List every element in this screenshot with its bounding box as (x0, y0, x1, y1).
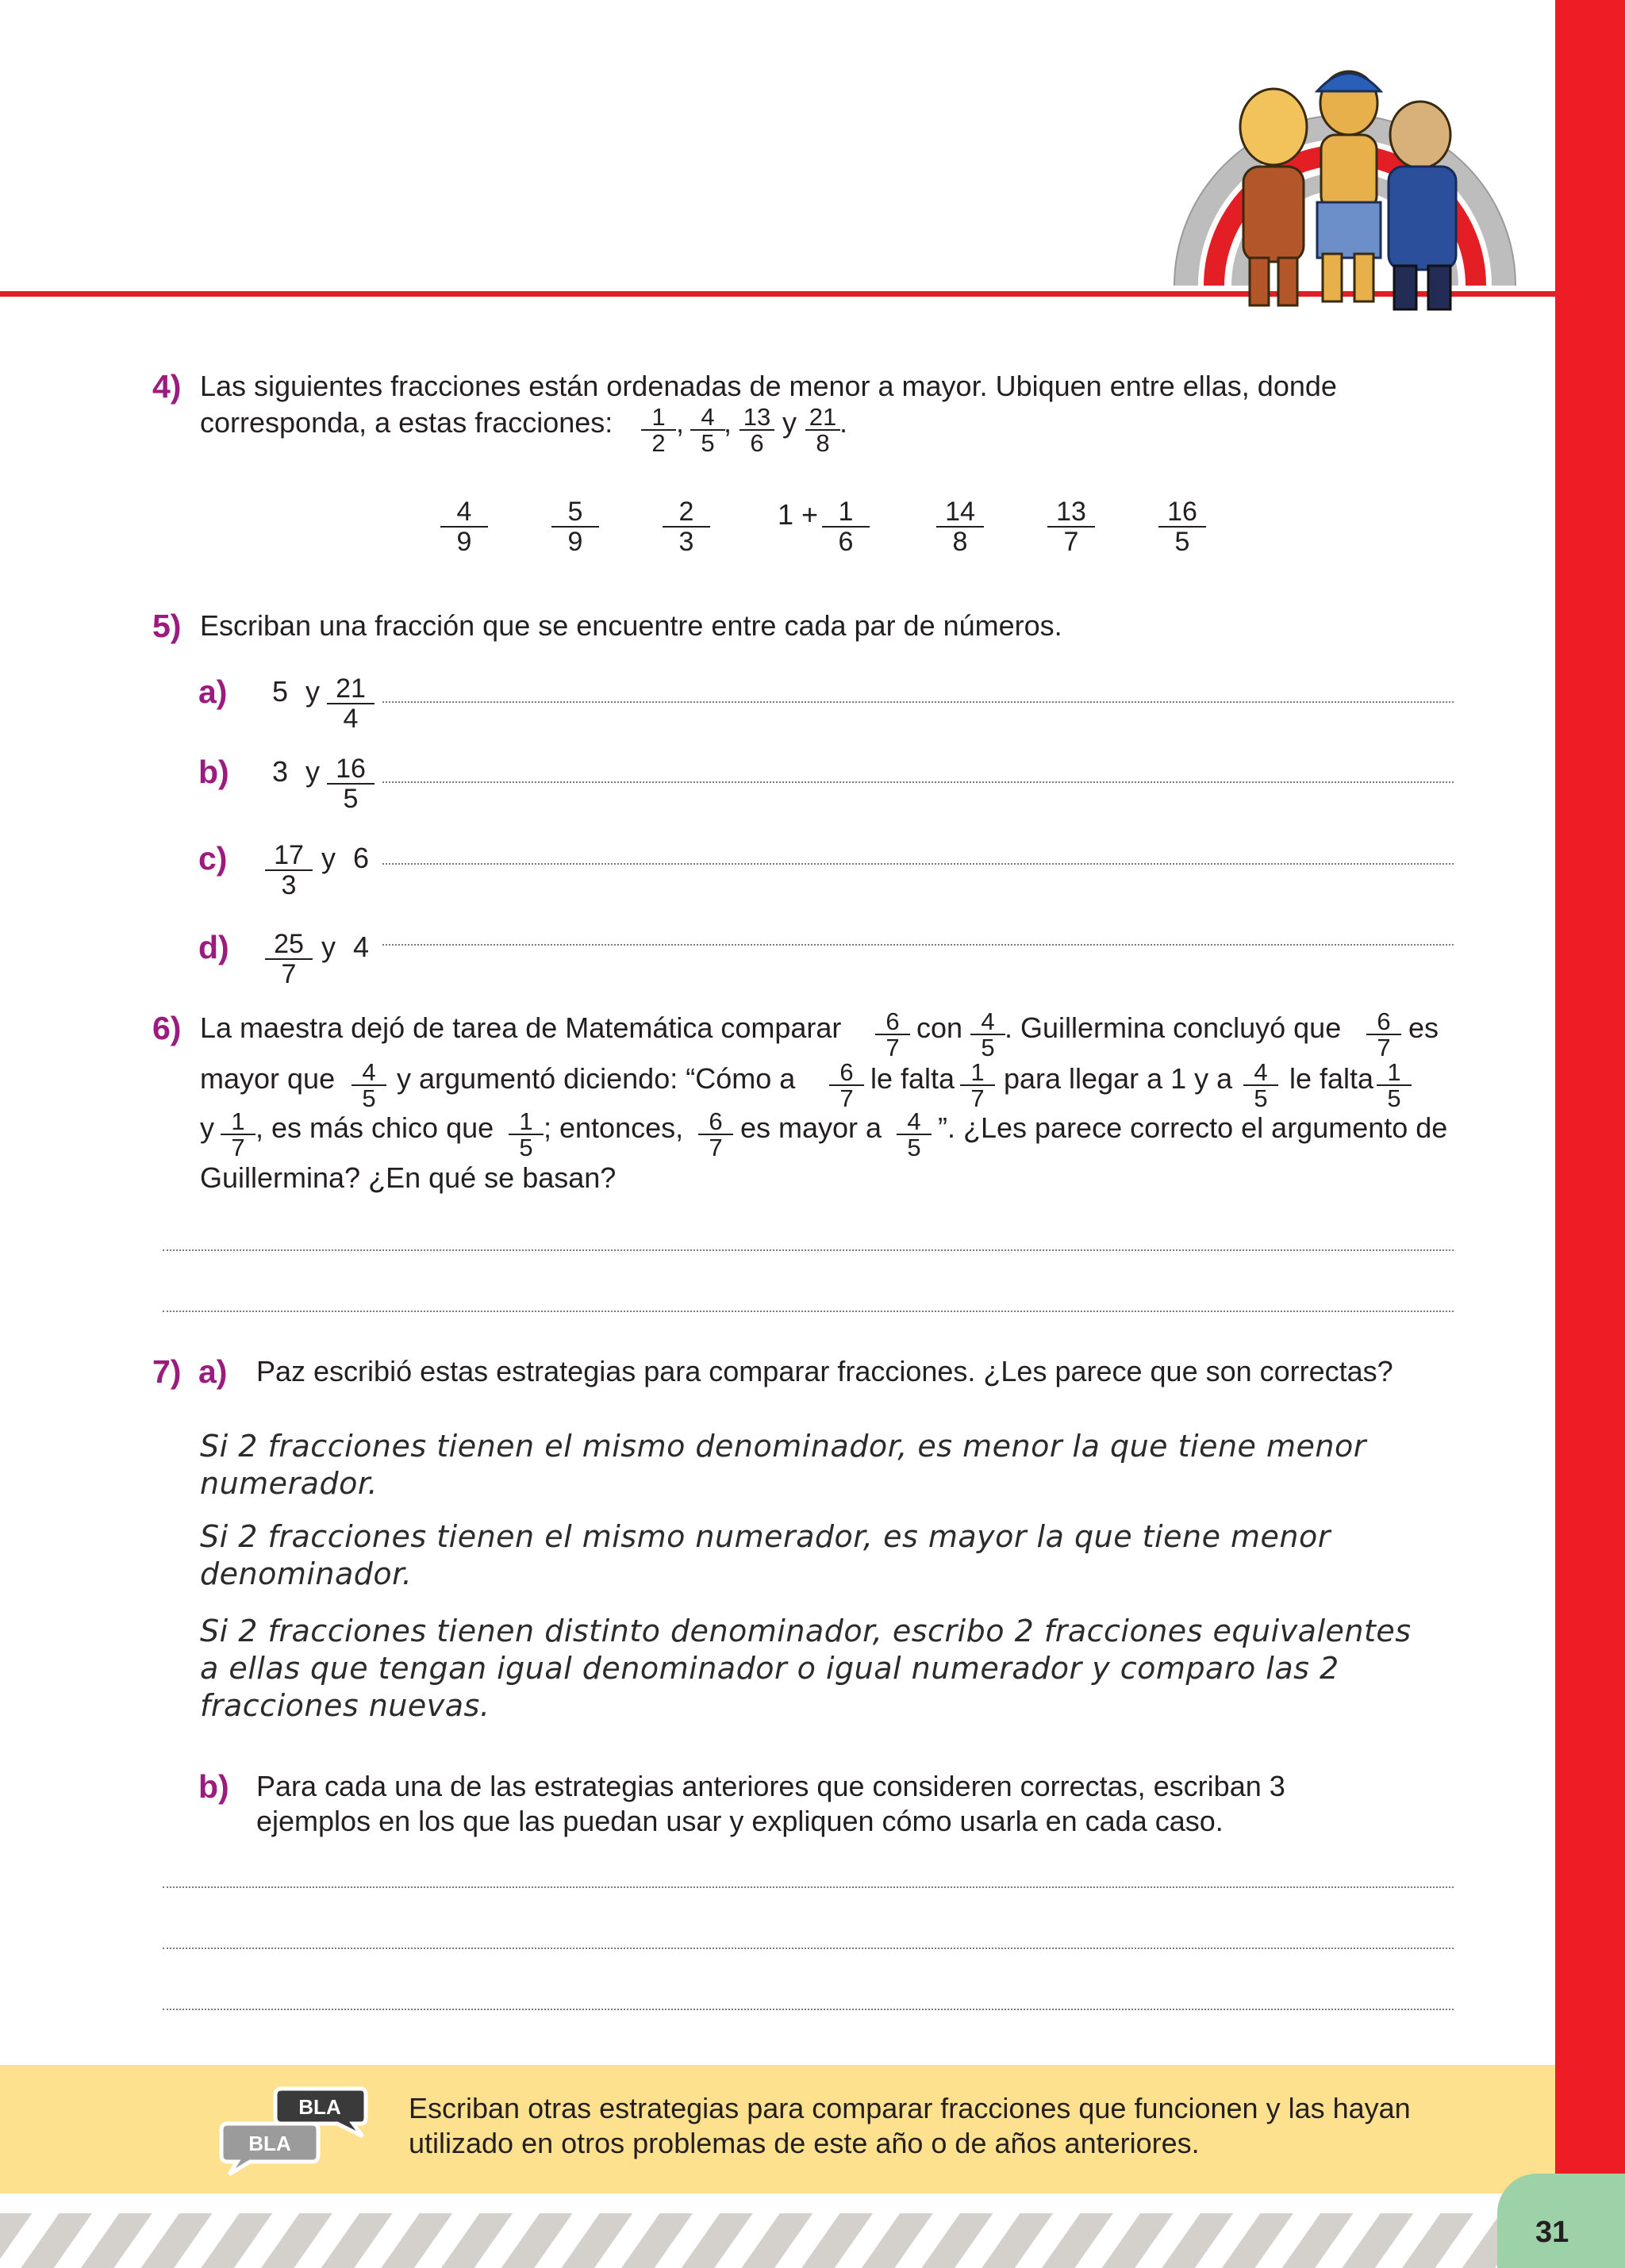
handwritten-strategy-1-cont: numerador. (200, 1466, 378, 1501)
and-word: y (782, 406, 797, 439)
ex6-text: y (200, 1111, 214, 1144)
right-red-band (1555, 0, 1625, 2268)
fraction-6-7: $\frac{6}{7}$ (875, 1009, 910, 1060)
ex6-text: Guillermina? ¿En qué se basan? (200, 1161, 617, 1194)
answer-line-7b-3[interactable] (163, 2009, 1454, 2010)
period: . (839, 406, 848, 439)
item-5d-label: d) (198, 929, 229, 965)
fraction-4-5: $\frac{4}{5}$ (1243, 1060, 1278, 1111)
seq-fraction-1-6: $\frac{1}{6}$ (822, 497, 870, 556)
comma: , (724, 406, 732, 439)
fraction-6-7: $\frac{6}{7}$ (1366, 1009, 1401, 1060)
item-7a-text: Paz escribió estas estrategias para comparar fracciones. ¿Les parece que son correctas? (256, 1355, 1393, 1387)
fraction-21-8: $\frac{21}{8}$ (805, 405, 840, 455)
exercise-4-number: 4) (152, 368, 182, 405)
item-5b-left: 3 (272, 755, 289, 788)
bubble-2-text: BLA (248, 2132, 291, 2155)
seq-one-plus: 1 + (778, 498, 819, 531)
discussion-line-1: Escriban otras estrategias para comparar fracciones que funcionen y las hayan (409, 2092, 1411, 2124)
answer-line-5d[interactable] (382, 944, 1454, 946)
ex6-text: con (916, 1011, 963, 1044)
answer-line-6-1[interactable] (163, 1249, 1454, 1251)
seq-fraction-16-5: $\frac{16}{5}$ (1158, 497, 1206, 556)
ex6-text: le falta (870, 1062, 955, 1095)
ex6-text: . Guillermina concluyó que (1005, 1011, 1342, 1044)
item-7a-label: a) (198, 1353, 228, 1390)
seq-fraction-14-8: $\frac{14}{8}$ (936, 497, 984, 556)
fraction-4-5: $\frac{4}{5}$ (897, 1109, 932, 1160)
item-5d-right: 4 (353, 931, 370, 963)
fraction-6-7: $\frac{6}{7}$ (698, 1109, 733, 1160)
exercise-4-line-1: Las siguientes fracciones están ordenadas de menor a mayor. Ubiquen entre ellas, donde (200, 370, 1337, 402)
item-5c-fraction: $\frac{17}{3}$ (265, 841, 313, 900)
answer-line-5b[interactable] (382, 781, 1454, 783)
answer-line-5c[interactable] (382, 863, 1454, 865)
page-number: 31 (1535, 2216, 1569, 2249)
bottom-stripes (0, 2213, 1555, 2268)
fraction-4-5: $\frac{4}{5}$ (970, 1009, 1005, 1060)
ex6-text: ”. ¿Les parece correcto el argumento de (938, 1111, 1448, 1144)
item-5a-fraction: $\frac{21}{4}$ (327, 674, 375, 733)
handwritten-strategy-2-cont: denominador. (200, 1556, 413, 1591)
handwritten-strategy-2: Si 2 fracciones tienen el mismo numerador, es mayor la que tiene menor (200, 1519, 1331, 1554)
fraction-4-5: $\frac{4}{5}$ (690, 405, 725, 455)
item-5d-and: y (321, 931, 336, 963)
answer-line-5a[interactable] (382, 701, 1454, 703)
bubble-1-text: BLA (298, 2095, 341, 2119)
ex6-text: es (1408, 1011, 1439, 1044)
ex6-text: ; entonces, (544, 1111, 684, 1144)
answer-line-7b-2[interactable] (163, 1948, 1454, 1949)
handwritten-strategy-3-cont: a ellas que tengan igual denominador o igual numerador y comparo las 2 (200, 1651, 1339, 1686)
item-5c-right: 6 (353, 842, 370, 874)
exercise-5-text: Escriban una fracción que se encuentre entre cada par de números. (200, 609, 1062, 642)
ex6-text: para llegar a 1 y a (1004, 1062, 1233, 1095)
item-5a-label: a) (198, 673, 228, 710)
fraction-1-7: $\frac{1}{7}$ (960, 1060, 995, 1111)
fraction-1-7: $\frac{1}{7}$ (221, 1109, 255, 1160)
mascots-illustration (1154, 48, 1535, 333)
handwritten-strategy-3: Si 2 fracciones tienen distinto denominador, escribo 2 fracciones equivalentes (200, 1614, 1412, 1648)
fraction-6-7: $\frac{6}{7}$ (829, 1060, 864, 1111)
ex6-text: es mayor a (740, 1111, 882, 1144)
item-5c-label: c) (198, 840, 228, 877)
seq-fraction-13-7: $\frac{13}{7}$ (1047, 497, 1095, 556)
ex6-text: y argumentó diciendo: “Cómo a (397, 1062, 796, 1095)
ex6-text: mayor que (200, 1062, 336, 1095)
item-5c-and: y (321, 842, 336, 874)
exercise-7-number: 7) (152, 1353, 182, 1390)
fraction-1-5: $\frac{1}{5}$ (1377, 1060, 1412, 1111)
item-5b-and: y (305, 755, 320, 788)
item-7b-line-2: ejemplos en los que las puedan usar y expliquen cómo usarla en cada caso. (256, 1805, 1224, 1837)
fraction-1-2: $\frac{1}{2}$ (641, 405, 676, 455)
item-5d-fraction: $\frac{25}{7}$ (265, 930, 313, 988)
handwritten-strategy-1: Si 2 fracciones tienen el mismo denominador, es menor la que tiene menor (200, 1429, 1366, 1464)
ex6-text: le falta (1289, 1062, 1374, 1095)
item-5a-and: y (305, 675, 320, 708)
item-5b-label: b) (198, 754, 229, 790)
exercise-5-number: 5) (152, 608, 182, 644)
item-7b-line-1: Para cada una de las estrategias anteriores que consideren correctas, escriban 3 (256, 1770, 1285, 1802)
item-5b-fraction: $\frac{16}{5}$ (327, 754, 375, 813)
ex6-text: La maestra dejó de tarea de Matemática comparar (200, 1011, 842, 1044)
speech-bubbles-icon (218, 2082, 369, 2178)
seq-fraction-2-3: $\frac{2}{3}$ (663, 497, 710, 556)
discussion-line-2: utilizado en otros problemas de este año o de años anteriores. (409, 2127, 1200, 2159)
seq-fraction-4-9: $\frac{4}{9}$ (440, 497, 488, 556)
seq-fraction-5-9: $\frac{5}{9}$ (551, 497, 599, 556)
handwritten-strategy-3-cont2: fracciones nuevas. (200, 1688, 490, 1723)
ex6-text: , es más chico que (255, 1111, 494, 1144)
fraction-4-5: $\frac{4}{5}$ (352, 1060, 386, 1111)
exercise-6-number: 6) (152, 1010, 182, 1046)
exercise-4-line-2: corresponda, a estas fracciones: (200, 406, 613, 439)
item-5a-left: 5 (272, 675, 289, 708)
fraction-1-5: $\frac{1}{5}$ (509, 1109, 544, 1160)
fraction-13-6: $\frac{13}{6}$ (740, 405, 774, 455)
answer-line-7b-1[interactable] (163, 1886, 1454, 1888)
answer-line-6-2[interactable] (163, 1311, 1454, 1312)
comma: , (676, 406, 685, 439)
item-7b-label: b) (198, 1768, 229, 1805)
